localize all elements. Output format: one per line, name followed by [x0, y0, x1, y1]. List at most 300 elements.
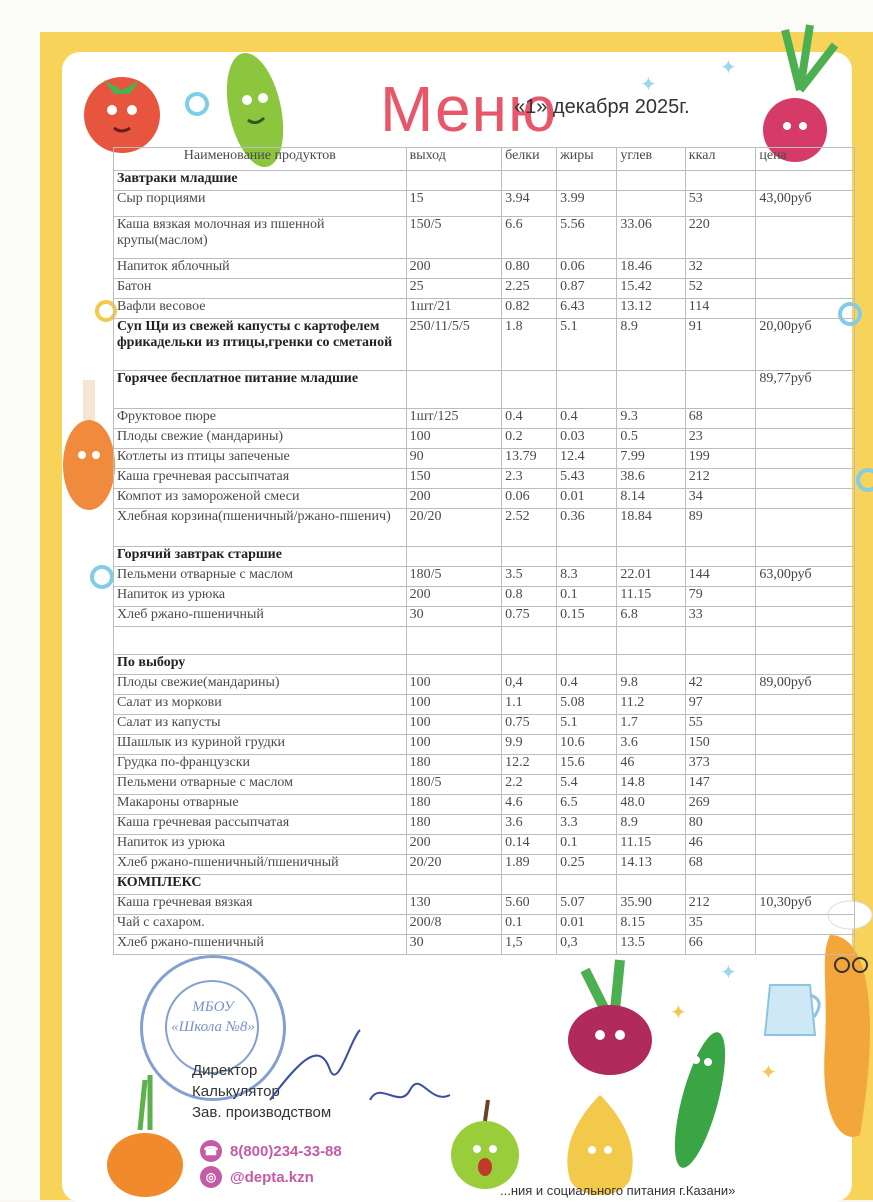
item-output: 200: [406, 587, 501, 607]
item-fat: 6.5: [557, 795, 617, 815]
item-fat: 0.1: [557, 835, 617, 855]
item-kcal: 114: [685, 299, 756, 319]
item-kcal: 89: [685, 509, 756, 547]
column-header-name: Наименование продуктов: [114, 148, 407, 171]
item-output: 100: [406, 429, 501, 449]
item-output: 20/20: [406, 855, 501, 875]
item-price: 63,00руб: [756, 567, 855, 587]
item-kcal: 212: [685, 895, 756, 915]
item-protein: [502, 547, 557, 567]
production-manager-label: Зав. производством: [192, 1104, 332, 1121]
table-row: [114, 915, 855, 935]
item-fat: 5.08: [557, 695, 617, 715]
item-price: [756, 875, 855, 895]
item-price: [756, 509, 855, 547]
table-row: [114, 607, 855, 627]
item-fat: [557, 171, 617, 191]
sparkle-icon: ✦: [760, 1060, 777, 1084]
item-kcal: 212: [685, 469, 756, 489]
item-kcal: 144: [685, 567, 756, 587]
menu-table: [113, 147, 855, 955]
item-output: 180: [406, 755, 501, 775]
table-row: [114, 587, 855, 607]
table-row: [114, 715, 855, 735]
stamp-line-2: «Школа №8»: [171, 1019, 255, 1035]
item-fat: 5.1: [557, 715, 617, 735]
item-carbs: 15.42: [617, 279, 685, 299]
item-carbs: 8.9: [617, 319, 685, 371]
item-name: Компот из замороженой смеси: [114, 489, 407, 509]
item-price: 20,00руб: [756, 319, 855, 371]
table-row: [114, 815, 855, 835]
item-name: Горячий завтрак старшие: [114, 547, 407, 567]
table-row: [114, 259, 855, 279]
item-carbs: 14.13: [617, 855, 685, 875]
table-row: [114, 191, 855, 217]
item-price: [756, 695, 855, 715]
item-name: По выбору: [114, 655, 407, 675]
item-output: 250/11/5/5: [406, 319, 501, 371]
item-kcal: 269: [685, 795, 756, 815]
column-header-price: цена: [756, 148, 855, 171]
item-name: Грудка по-французски: [114, 755, 407, 775]
item-protein: [502, 627, 557, 655]
table-row: [114, 755, 855, 775]
item-carbs: [617, 655, 685, 675]
item-output: 200: [406, 835, 501, 855]
item-carbs: [617, 371, 685, 409]
item-output: 180: [406, 815, 501, 835]
item-protein: 5.60: [502, 895, 557, 915]
sparkle-icon: ✦: [640, 72, 657, 96]
item-kcal: 68: [685, 409, 756, 429]
item-price: [756, 587, 855, 607]
column-header-protein: белки: [502, 148, 557, 171]
item-kcal: 147: [685, 775, 756, 795]
item-protein: 2.3: [502, 469, 557, 489]
item-price: [756, 715, 855, 735]
item-output: 100: [406, 695, 501, 715]
item-kcal: 46: [685, 835, 756, 855]
table-row: [114, 855, 855, 875]
item-name: Сыр порциями: [114, 191, 407, 217]
item-output: 15: [406, 191, 501, 217]
item-carbs: 0.5: [617, 429, 685, 449]
phone-row: [200, 1138, 342, 1164]
item-name: Плоды свежие(мандарины): [114, 675, 407, 695]
item-carbs: [617, 191, 685, 217]
table-row: [114, 217, 855, 259]
circle-decoration: [856, 468, 873, 492]
item-price: [756, 815, 855, 835]
item-name: Каша гречневая рассыпчатая: [114, 469, 407, 489]
item-fat: 0.36: [557, 509, 617, 547]
item-protein: 1,5: [502, 935, 557, 955]
item-kcal: [685, 627, 756, 655]
item-protein: 0.4: [502, 409, 557, 429]
item-protein: 1.89: [502, 855, 557, 875]
item-fat: 0.01: [557, 915, 617, 935]
item-name: Плоды свежие (мандарины): [114, 429, 407, 449]
contacts-block: [200, 1138, 342, 1190]
item-price: 89,77руб: [756, 371, 855, 409]
item-output: 90: [406, 449, 501, 469]
item-kcal: 32: [685, 259, 756, 279]
item-price: [756, 259, 855, 279]
item-name: КОМПЛЕКС: [114, 875, 407, 895]
item-carbs: 46: [617, 755, 685, 775]
table-row: [114, 429, 855, 449]
item-protein: 0.75: [502, 715, 557, 735]
sparkle-icon: ✦: [720, 55, 737, 79]
column-header-output: выход: [406, 148, 501, 171]
section-row: [114, 875, 855, 895]
instagram-row: [200, 1164, 342, 1190]
item-price: [756, 547, 855, 567]
item-fat: 0.01: [557, 489, 617, 509]
item-protein: 0,4: [502, 675, 557, 695]
item-price: [756, 735, 855, 755]
item-name: Салат из капусты: [114, 715, 407, 735]
item-fat: 3.99: [557, 191, 617, 217]
item-carbs: [617, 171, 685, 191]
item-output: [406, 655, 501, 675]
item-fat: 0.4: [557, 409, 617, 429]
item-name: Фруктовое пюре: [114, 409, 407, 429]
item-price: [756, 429, 855, 449]
table-row: [114, 695, 855, 715]
section-row: [114, 547, 855, 567]
item-name: Суп Щи из свежей капусты с картофелем фрикадельки из птицы,гренки со сметаной: [114, 319, 407, 371]
table-row: [114, 895, 855, 915]
item-fat: 10.6: [557, 735, 617, 755]
item-kcal: [685, 655, 756, 675]
item-kcal: 97: [685, 695, 756, 715]
item-fat: [557, 655, 617, 675]
item-fat: 5.43: [557, 469, 617, 489]
item-output: 30: [406, 607, 501, 627]
item-name: Салат из моркови: [114, 695, 407, 715]
item-output: 150/5: [406, 217, 501, 259]
item-carbs: 1.7: [617, 715, 685, 735]
page-title: Меню: [380, 73, 557, 145]
item-output: 200: [406, 259, 501, 279]
director-label: Директор: [192, 1062, 258, 1079]
item-name: Каша гречневая рассыпчатая: [114, 815, 407, 835]
item-name: Батон: [114, 279, 407, 299]
item-kcal: [685, 875, 756, 895]
item-output: 30: [406, 935, 501, 955]
table-row: [114, 449, 855, 469]
item-carbs: 22.01: [617, 567, 685, 587]
item-kcal: 23: [685, 429, 756, 449]
item-name: [114, 627, 407, 655]
item-protein: [502, 171, 557, 191]
item-carbs: [617, 627, 685, 655]
sparkle-icon: ✦: [720, 960, 737, 984]
item-fat: 15.6: [557, 755, 617, 775]
item-name: Пельмени отварные с маслом: [114, 567, 407, 587]
item-fat: 0.03: [557, 429, 617, 449]
item-protein: 3.6: [502, 815, 557, 835]
item-kcal: 66: [685, 935, 756, 955]
item-kcal: [685, 547, 756, 567]
table-row: [114, 489, 855, 509]
item-protein: 3.94: [502, 191, 557, 217]
item-price: [756, 835, 855, 855]
item-carbs: 35.90: [617, 895, 685, 915]
item-price: 89,00руб: [756, 675, 855, 695]
item-carbs: 11.15: [617, 587, 685, 607]
item-protein: 13.79: [502, 449, 557, 469]
item-carbs: 33.06: [617, 217, 685, 259]
item-output: 100: [406, 675, 501, 695]
table-row: [114, 567, 855, 587]
item-name: Чай с сахаром.: [114, 915, 407, 935]
calculator-label: Калькулятор: [192, 1083, 280, 1100]
item-output: [406, 171, 501, 191]
item-price: [756, 855, 855, 875]
item-price: [756, 489, 855, 509]
item-fat: [557, 875, 617, 895]
item-price: [756, 915, 855, 935]
item-name: Напиток яблочный: [114, 259, 407, 279]
item-price: [756, 299, 855, 319]
item-price: 43,00руб: [756, 191, 855, 217]
item-kcal: 35: [685, 915, 756, 935]
item-price: [756, 795, 855, 815]
item-kcal: 220: [685, 217, 756, 259]
sparkle-icon: ✦: [670, 1000, 687, 1024]
item-name: Каша гречневая вязкая: [114, 895, 407, 915]
item-carbs: 18.46: [617, 259, 685, 279]
item-kcal: 150: [685, 735, 756, 755]
item-kcal: [685, 371, 756, 409]
item-price: [756, 655, 855, 675]
item-kcal: 80: [685, 815, 756, 835]
item-price: 10,30руб: [756, 895, 855, 915]
item-carbs: 13.5: [617, 935, 685, 955]
item-name: Вафли весовое: [114, 299, 407, 319]
item-carbs: 13.12: [617, 299, 685, 319]
tomato-character-icon: [62, 60, 182, 160]
item-fat: 0.4: [557, 675, 617, 695]
item-protein: 2.25: [502, 279, 557, 299]
item-kcal: 68: [685, 855, 756, 875]
circle-decoration: [90, 565, 114, 589]
section-row: [114, 171, 855, 191]
item-output: 180/5: [406, 567, 501, 587]
item-protein: [502, 875, 557, 895]
item-carbs: 48.0: [617, 795, 685, 815]
table-row: [114, 795, 855, 815]
item-carbs: 6.8: [617, 607, 685, 627]
column-header-carbs: углев: [617, 148, 685, 171]
item-output: 200/8: [406, 915, 501, 935]
item-name: Шашлык из куриной грудки: [114, 735, 407, 755]
item-name: Напиток из урюка: [114, 835, 407, 855]
item-carbs: 9.3: [617, 409, 685, 429]
item-protein: 6.6: [502, 217, 557, 259]
item-price: [756, 409, 855, 429]
item-kcal: 52: [685, 279, 756, 299]
item-protein: 0.06: [502, 489, 557, 509]
item-name: Пельмени отварные с маслом: [114, 775, 407, 795]
pea-pod-character-icon: [660, 1020, 740, 1180]
item-name: Горячее бесплатное питание младшие: [114, 371, 407, 409]
table-row: [114, 775, 855, 795]
item-protein: 0.1: [502, 915, 557, 935]
item-protein: 0.14: [502, 835, 557, 855]
item-carbs: 11.2: [617, 695, 685, 715]
item-protein: 0.8: [502, 587, 557, 607]
table-row: [114, 299, 855, 319]
item-output: [406, 547, 501, 567]
item-price: [756, 755, 855, 775]
item-kcal: 199: [685, 449, 756, 469]
water-jug-icon: [760, 975, 830, 1045]
item-fat: 3.3: [557, 815, 617, 835]
table-row: [114, 675, 855, 695]
item-output: 180/5: [406, 775, 501, 795]
item-protein: 0.2: [502, 429, 557, 449]
phone-number: 8(800)234-33-88: [230, 1142, 342, 1160]
section-row: [114, 319, 855, 371]
item-fat: 0.06: [557, 259, 617, 279]
item-price: [756, 935, 855, 955]
item-kcal: 79: [685, 587, 756, 607]
item-fat: 0.87: [557, 279, 617, 299]
table-row: [114, 469, 855, 489]
item-output: 1шт/21: [406, 299, 501, 319]
column-header-fat: жиры: [557, 148, 617, 171]
item-protein: [502, 655, 557, 675]
item-protein: 2.52: [502, 509, 557, 547]
item-kcal: 34: [685, 489, 756, 509]
item-carbs: 11.15: [617, 835, 685, 855]
table-row: [114, 835, 855, 855]
item-carbs: [617, 875, 685, 895]
item-carbs: 3.6: [617, 735, 685, 755]
item-output: 180: [406, 795, 501, 815]
item-output: 1шт/125: [406, 409, 501, 429]
table-header-row: [114, 148, 855, 171]
item-name: Макароны отварные: [114, 795, 407, 815]
item-fat: 5.1: [557, 319, 617, 371]
item-protein: 1.1: [502, 695, 557, 715]
item-output: 100: [406, 715, 501, 735]
item-protein: 0.82: [502, 299, 557, 319]
instagram-icon: ◎: [200, 1166, 222, 1188]
item-fat: [557, 627, 617, 655]
item-price: [756, 469, 855, 489]
item-price: [756, 171, 855, 191]
item-kcal: [685, 171, 756, 191]
instagram-handle: @depta.kzn: [230, 1168, 314, 1186]
item-price: [756, 607, 855, 627]
column-header-kcal: ккал: [685, 148, 756, 171]
table-row: [114, 935, 855, 955]
item-output: 20/20: [406, 509, 501, 547]
item-fat: 0.1: [557, 587, 617, 607]
item-price: [756, 627, 855, 655]
item-name: Хлеб ржано-пшеничный/пшеничный: [114, 855, 407, 875]
item-protein: 0.75: [502, 607, 557, 627]
item-name: Хлеб ржано-пшеничный: [114, 607, 407, 627]
item-fat: 5.56: [557, 217, 617, 259]
stamp-line-1: МБОУ: [192, 999, 234, 1015]
item-protein: 0.80: [502, 259, 557, 279]
item-name: Каша вязкая молочная из пшенной крупы(маслом): [114, 217, 407, 259]
item-carbs: 14.8: [617, 775, 685, 795]
item-name: Хлеб ржано-пшеничный: [114, 935, 407, 955]
item-name: Завтраки младшие: [114, 171, 407, 191]
item-fat: 12.4: [557, 449, 617, 469]
footer-text: ...ния и социального питания г.Казани»: [500, 1183, 736, 1198]
table-row: [114, 627, 855, 655]
menu-date: «1» декабря 2025г.: [514, 96, 690, 118]
item-carbs: 8.9: [617, 815, 685, 835]
item-fat: 0,3: [557, 935, 617, 955]
item-fat: [557, 371, 617, 409]
item-carbs: [617, 547, 685, 567]
table-row: [114, 509, 855, 547]
item-output: 150: [406, 469, 501, 489]
item-kcal: 33: [685, 607, 756, 627]
circle-decoration: [185, 92, 209, 116]
item-carbs: 9.8: [617, 675, 685, 695]
item-kcal: 373: [685, 755, 756, 775]
item-fat: 0.25: [557, 855, 617, 875]
handwritten-signature: [260, 1020, 460, 1130]
item-carbs: 18.84: [617, 509, 685, 547]
item-carbs: 8.14: [617, 489, 685, 509]
item-output: 25: [406, 279, 501, 299]
item-price: [756, 775, 855, 795]
section-row: [114, 655, 855, 675]
item-fat: 5.4: [557, 775, 617, 795]
item-name: Котлеты из птицы запеченые: [114, 449, 407, 469]
item-kcal: 42: [685, 675, 756, 695]
item-output: [406, 371, 501, 409]
item-price: [756, 217, 855, 259]
item-output: 130: [406, 895, 501, 915]
table-row: [114, 735, 855, 755]
section-row: [114, 371, 855, 409]
table-row: [114, 409, 855, 429]
item-carbs: 38.6: [617, 469, 685, 489]
item-protein: 2.2: [502, 775, 557, 795]
item-output: 200: [406, 489, 501, 509]
item-name: Напиток из урюка: [114, 587, 407, 607]
item-output: [406, 875, 501, 895]
item-carbs: 8.15: [617, 915, 685, 935]
phone-icon: ☎: [200, 1140, 222, 1162]
item-output: [406, 627, 501, 655]
item-fat: 6.43: [557, 299, 617, 319]
item-fat: 5.07: [557, 895, 617, 915]
item-protein: 1.8: [502, 319, 557, 371]
item-name: Хлебная корзина(пшеничный/ржано-пшенич): [114, 509, 407, 547]
item-protein: 12.2: [502, 755, 557, 775]
beet-character-icon: [545, 950, 675, 1090]
item-kcal: 55: [685, 715, 756, 735]
item-fat: 0.15: [557, 607, 617, 627]
item-price: [756, 279, 855, 299]
item-kcal: 53: [685, 191, 756, 217]
item-protein: 9.9: [502, 735, 557, 755]
item-fat: [557, 547, 617, 567]
